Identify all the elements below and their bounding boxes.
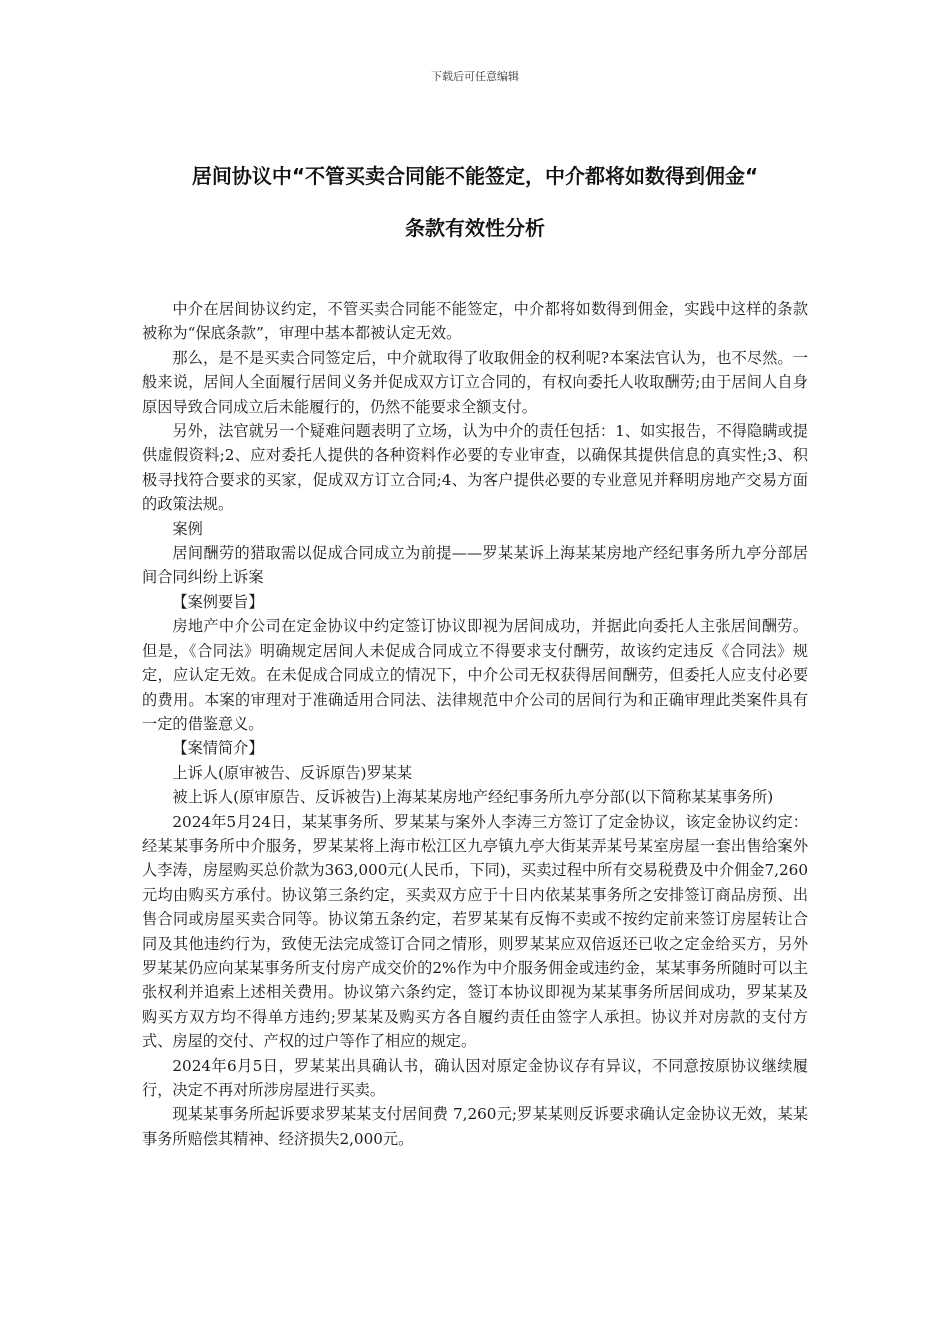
- paragraph-deposit-agreement: 2024年5月24日，某某事务所、罗某某与案外人李涛三方签订了定金协议，该定金协议约定：经某某事务所中介服务，罗某某将上海市松江区九亭镇九亭大街某弄某号某室房屋一套出售给案外人李涛，房屋购买总价款为363,000元(人民币，下同)，买卖过程中所有交易税费及中介佣金7,260元均由购买方承付。协议第三条约定，买卖双方应于十日内依某某事务所之安排签订商品房预、出售合同或房屋买卖合同等。协议第五条约定，若罗某某有反悔不卖或不按约定前来签订房屋转让合同及其他违约行为，致使无法完成签订合同之情形，则罗某某应双倍返还已收之定金给买方，另外罗某某仍应向某某事务所支付房产成交价的2%作为中介服务佣金或违约金，某某事务所随时可以主张权利并追索上述相关费用。协议第六条约定，签订本协议即视为某某事务所居间成功，罗某某及购买方双方均不得单方违约;罗某某及购买方各自履约责任由签字人承担。协议并对房款的支付方式、房屋的交付、产权的过户等作了相应的规定。: [142, 812, 808, 1051]
- paragraph-agent-duties: 另外，法官就另一个疑难问题表明了立场，认为中介的责任包括：1、如实报告，不得隐瞒或提供虚假资料;2、应对委托人提供的各种资料作必要的专业审查，以确保其提供信息的真实性;3、积极寻找符合要求的买家，促成双方订立合同;4、为客户提供必要的专业意见并释明房地产交易方面的政策法规。: [142, 422, 808, 514]
- document-title: [128, 150, 822, 254]
- paragraph-case-title: 居间酬劳的猎取需以促成合同成立为前提——罗某某诉上海某某房地产经纪事务所九亭分部居间合同纠纷上诉案: [142, 544, 808, 587]
- page-header-note: 下载后可任意编辑: [431, 70, 519, 83]
- paragraph-appellee: 被上诉人(原审原告、反诉被告)上海某某房地产经纪事务所九亭分部(以下简称某某事务所): [172, 788, 774, 807]
- paragraph-case-gist: 房地产中介公司在定金协议中约定签订协议即视为居间成功，并据此向委托人主张居间酬劳。但是，《合同法》明确规定居间人未促成合同成立不得要求支付酬劳，故该约定违反《合同法》规定，应认定无效。在未促成合同成立的情况下，中介公司无权获得居间酬劳，但委托人应支付必要的费用。本案的审理对于准确适用合同法、法律规范中介公司的居间行为和正确审理此类案件具有一定的借鉴意义。: [142, 617, 808, 733]
- paragraph-appellant: 上诉人(原审被告、反诉原告)罗某某: [172, 763, 413, 782]
- paragraph-lawsuit: 现某某事务所起诉要求罗某某支付居间费 7,260元;罗某某则反诉要求确认定金协议无效，某某事务所赔偿其精神、经济损失2,000元。: [142, 1105, 808, 1148]
- section-heading-case-summary: 【案情简介】: [172, 739, 264, 758]
- section-heading-case: 案例: [172, 519, 203, 538]
- section-heading-case-gist: 【案例要旨】: [172, 592, 264, 611]
- title-line-1: 居间协议中“不管买卖合同能不能签定，中介都将如数得到佣金“: [191, 164, 759, 188]
- paragraph-confirmation: 2024年6月5日，罗某某出具确认书，确认因对原定金协议存有异议，不同意按原协议继续履行，决定不再对所涉房屋进行买卖。: [142, 1056, 808, 1099]
- title-line-2: 条款有效性分析: [405, 216, 545, 240]
- paragraph-intro: 中介在居间协议约定，不管买卖合同能不能签定，中介都将如数得到佣金，实践中这样的条款被称为“保底条款”，审理中基本都被认定无效。: [142, 300, 808, 343]
- paragraph-commission-right: 那么，是不是买卖合同签定后，中介就取得了收取佣金的权利呢?本案法官认为，也不尽然。一般来说，居间人全面履行居间义务并促成双方订立合同的，有权向委托人收取酬劳;由于居间人自身原因导致合同成立后未能履行的，仍然不能要求全额支付。: [142, 348, 808, 416]
- document-body: [142, 297, 808, 1151]
